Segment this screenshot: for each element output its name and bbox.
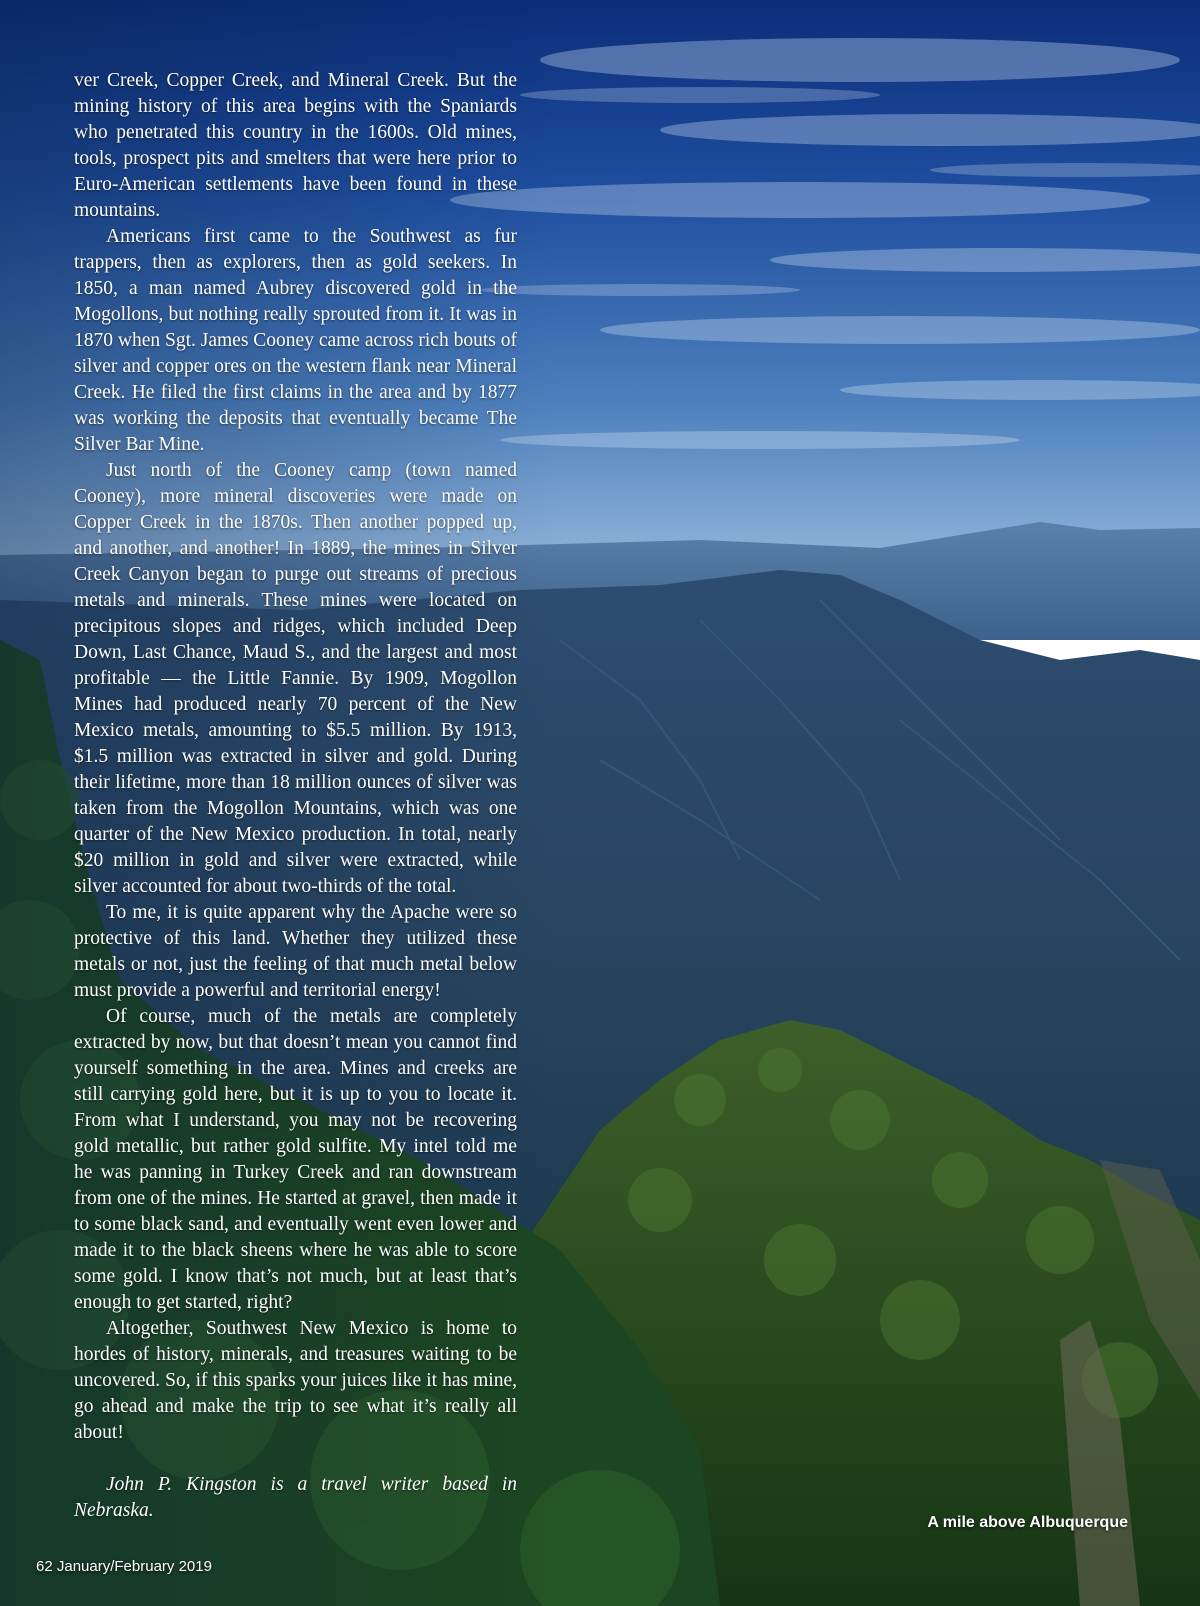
- article-body: [74, 68, 517, 1524]
- paragraph-1: ver Creek, Copper Creek, and Mineral Creek. But the mining history of this area begins with the Spaniards who penetrated this country in the 1600s. Old mines, tools, prospect pits and smelters that were here prior to Euro-American settlements have been found in these mountains.: [74, 70, 517, 221]
- author-byline: John P. Kingston is a travel writer based in Nebraska.: [74, 1474, 517, 1521]
- paragraph-4: To me, it is quite apparent why the Apache were so protective of this land. Whether they utilized these metals or not, just the feeling of that much metal below must provide a powerful and territorial energy!: [74, 902, 517, 1001]
- paragraph-2: Americans first came to the Southwest as fur trappers, then as explorers, then as gold seekers. In 1850, a man named Aubrey discovered gold in the Mogollons, but nothing really sprouted from it. It was in 1870 when Sgt. James Cooney came across rich bouts of silver and copper ores on the western flank near Mineral Creek. He filed the first claims in the area and by 1877 was working the deposits that eventually became The Silver Bar Mine.: [74, 226, 517, 455]
- paragraph-6: Altogether, Southwest New Mexico is home to hordes of history, minerals, and treasures waiting to be uncovered. So, if this sparks your juices like it has mine, go ahead and make the trip to see what it’s really all about!: [74, 1318, 517, 1443]
- page-folio: 62 January/February 2019: [36, 1558, 212, 1575]
- paragraph-3: Just north of the Cooney camp (town named Cooney), more mineral discoveries were made on Copper Creek in the 1870s. Then another popped up, and another, and another! In 1889, the mines in Silver Creek Canyon began to purge out streams of precious metals and minerals. These mines were located on precipitous slopes and ridges, which included Deep Down, Last Chance, Maud S., and the largest and most profitable — the Little Fannie. By 1909, Mogollon Mines had produced nearly 70 percent of the New Mexico metals, amounting to $5.5 million. By 1913, $1.5 million was extracted in silver and gold. During their lifetime, more than 18 million ounces of silver was taken from the Mogollon Mountains, which was one quarter of the New Mexico production. In total, nearly $20 million in gold and silver were extracted, while silver accounted for about two-thirds of the total.: [74, 460, 517, 897]
- photo-caption: A mile above Albuquerque: [927, 1514, 1128, 1531]
- paragraph-5: Of course, much of the metals are completely extracted by now, but that doesn’t mean you cannot find yourself something in the area. Mines and creeks are still carrying gold here, but it is up to you to locate it. From what I understand, you may not be recovering gold metallic, but rather gold sulfite. My intel told me he was panning in Turkey Creek and ran downstream from one of the mines. He started at gravel, then made it to some black sand, and eventually went even lower and made it to the black sheens where he was able to score some gold. I know that’s not much, but at least that’s enough to get started, right?: [74, 1006, 517, 1313]
